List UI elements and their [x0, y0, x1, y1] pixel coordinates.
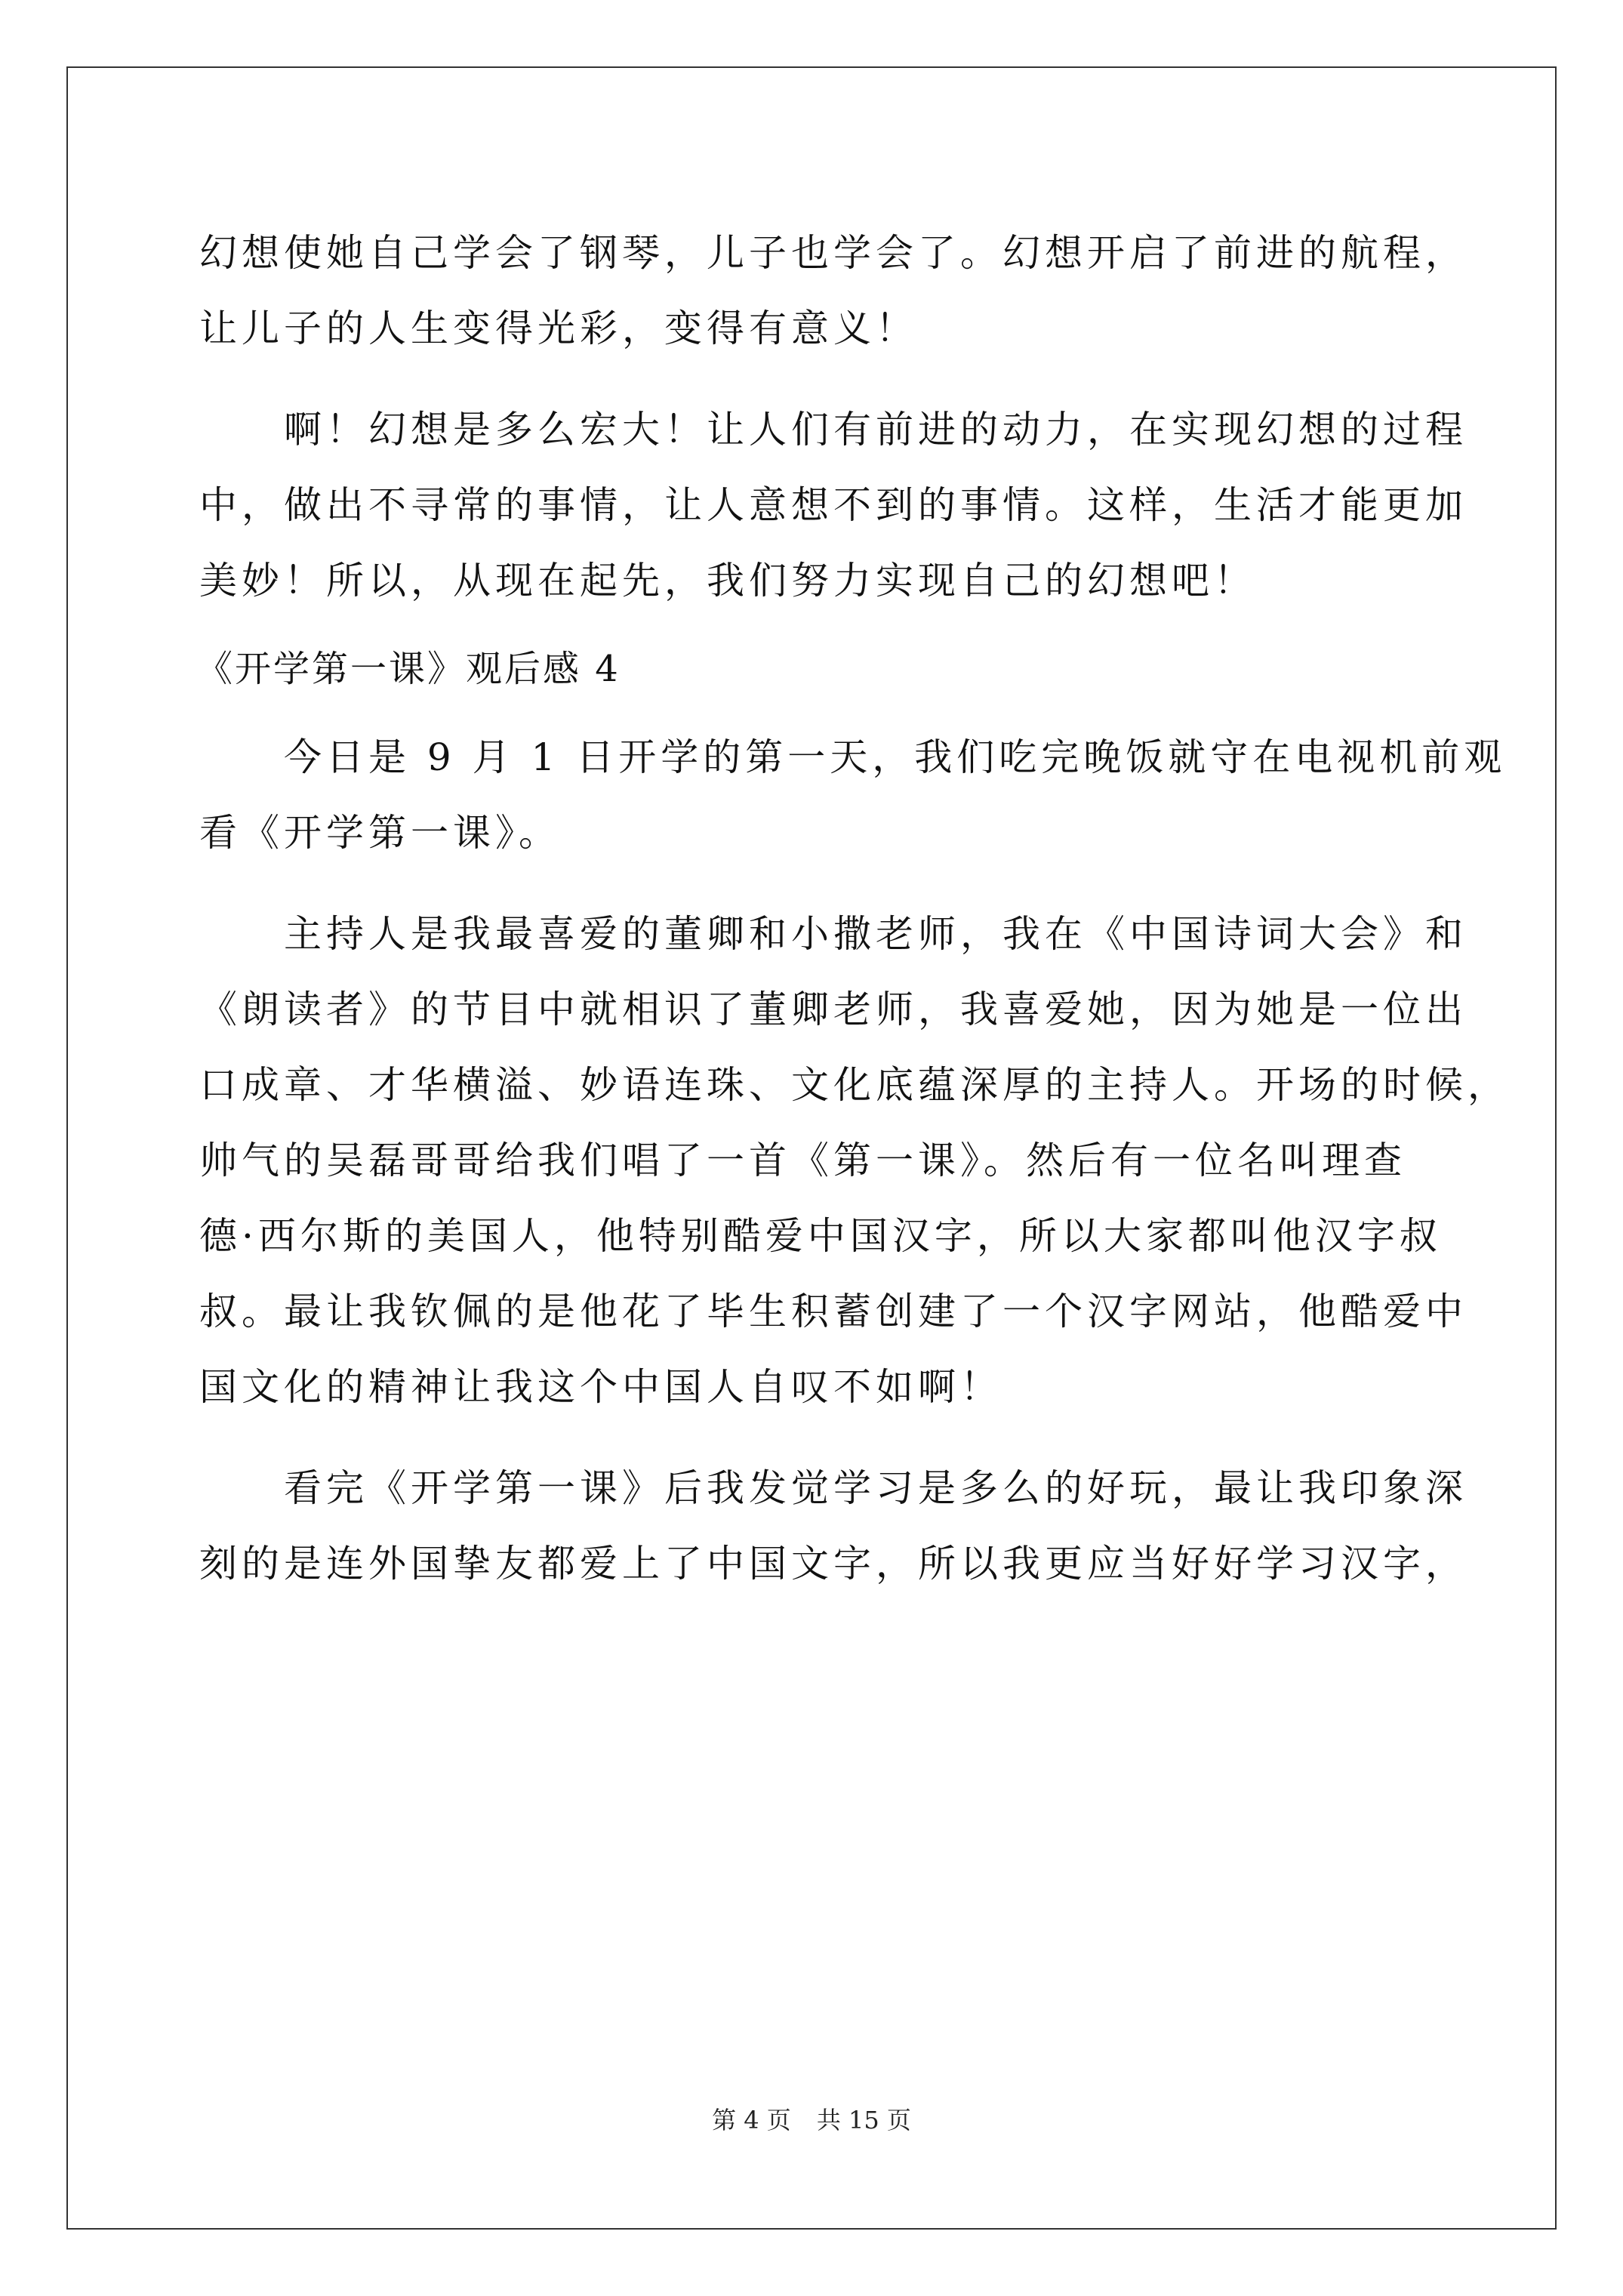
text-line: 口成章、才华横溢、妙语连珠、文化底蕴深厚的主持人。开场的时候，: [199, 1063, 1510, 1107]
page-footer: [0, 2105, 1623, 2135]
paragraph: [199, 215, 1467, 366]
section-heading: 《开学第一课》观后感 4: [196, 648, 621, 690]
document-body: [196, 215, 1510, 1601]
text-line: 美妙！所以，从现在起先，我们努力实现自己的幻想吧！: [199, 559, 1256, 603]
text-line: 让儿子的人生变得光彩，变得有意义！: [199, 307, 918, 350]
text-line: 啊！幻想是多么宏大！让人们有前进的动力，在实现幻想的过程: [284, 408, 1467, 451]
paragraph: [199, 720, 1507, 871]
paragraph: [199, 1450, 1467, 1601]
text-line: 幻想使她自己学会了钢琴，儿子也学会了。幻想开启了前进的航程，: [199, 231, 1467, 275]
paragraph: [199, 896, 1510, 1425]
text-line: 帅气的吴磊哥哥给我们唱了一首《第一课》。然后有一位名叫理查: [199, 1139, 1406, 1182]
text-line: 国文化的精神让我这个中国人自叹不如啊！: [199, 1365, 1002, 1409]
text-line: 叔。最让我钦佩的是他花了毕生积蓄创建了一个汉字网站，他酷爱中: [199, 1290, 1467, 1333]
text-line: 今日是 9 月 1 日开学的第一天，我们吃完晚饭就守在电视机前观: [284, 735, 1507, 779]
text-line: 看《开学第一课》。: [199, 811, 561, 855]
page-total: 共 15 页: [816, 2106, 911, 2134]
text-line: 德·西尔斯的美国人，他特别酷爱中国汉字，所以大家都叫他汉字叔: [199, 1214, 1442, 1258]
text-line: 《朗读者》的节目中就相识了董卿老师，我喜爱她，因为她是一位出: [199, 988, 1467, 1031]
text-line: 主持人是我最喜爱的董卿和小撒老师，我在《中国诗词大会》和: [284, 912, 1467, 956]
text-line: 看完《开学第一课》后我发觉学习是多么的好玩，最让我印象深: [284, 1466, 1467, 1510]
text-line: 中，做出不寻常的事情，让人意想不到的事情。这样，生活才能更加: [199, 483, 1467, 527]
paragraph: [199, 392, 1467, 618]
text-line: 刻的是连外国挚友都爱上了中国文字，所以我更应当好好学习汉字，: [199, 1542, 1467, 1586]
page-number: 第 4 页: [712, 2106, 791, 2134]
